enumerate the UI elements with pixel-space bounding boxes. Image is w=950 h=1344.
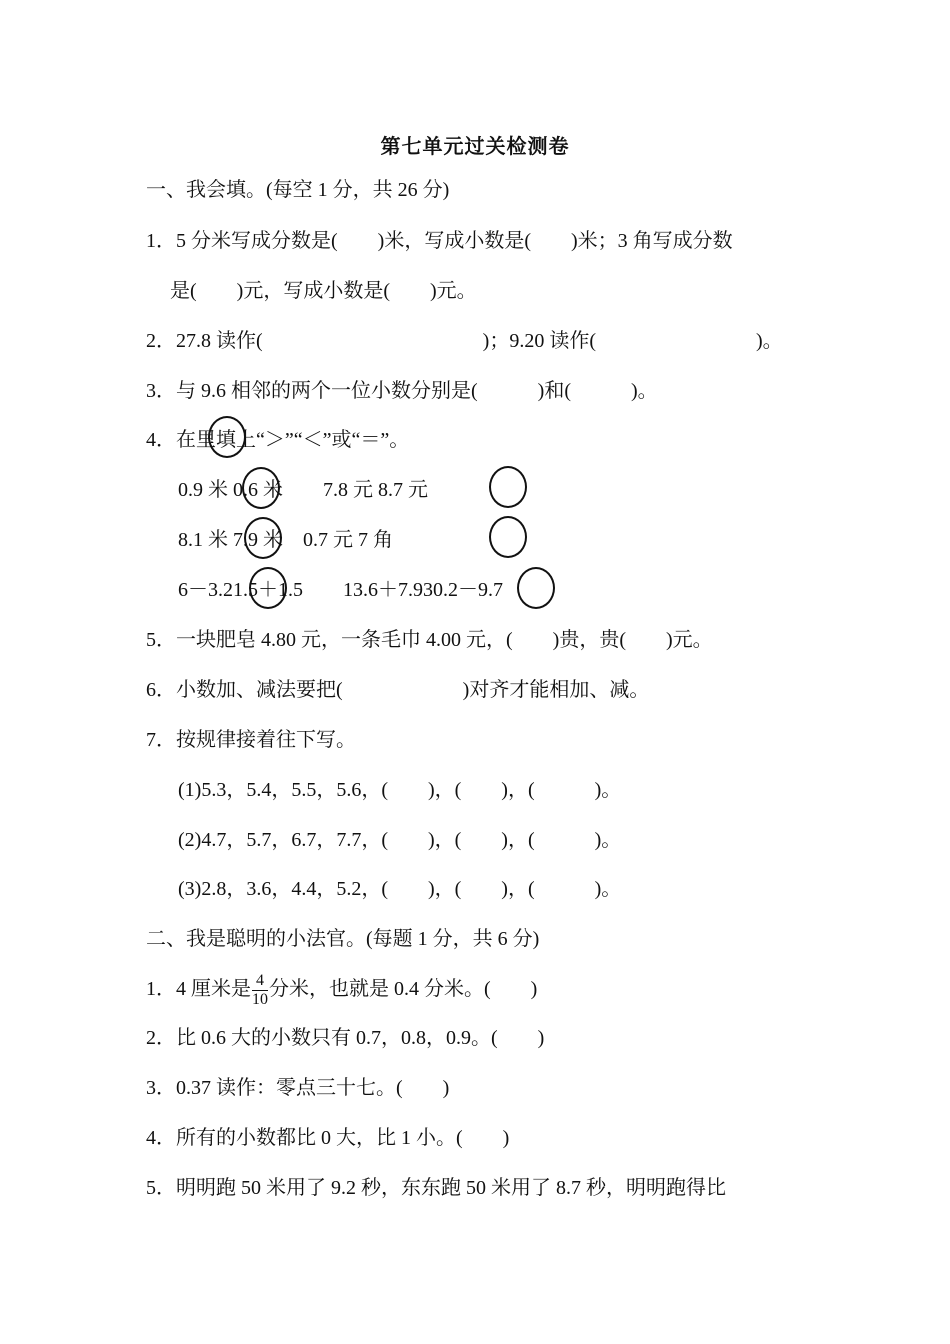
answer-circle [244,517,282,559]
question-1-7: 7．按规律接着往下写。 [146,729,356,751]
question-1-1-line1: 1．5 分米写成分数是( )米，写成小数是( )米；3 角写成分数 [146,230,733,252]
question-2-4: 4．所有的小数都比 0 大，比 1 小。( ) [146,1127,510,1149]
question-1-7-3: (3)2.8，3.6，4.4，5.2，( )，( )，( )。 [178,878,622,900]
answer-circle [517,567,555,609]
fraction [252,972,268,1009]
question-1-4-row-a: 0.9 米 0.6 米 7.8 元 8.7 元 [178,479,428,501]
question-1-7-1: (1)5.3，5.4，5.5，5.6，( )，( )，( )。 [178,779,622,801]
question-2-1-after: 分米，也就是 0.4 分米。( ) [269,978,538,1001]
answer-circle [249,567,287,609]
question-2-1 [146,972,537,1009]
question-1-4-row-c: 6－3.21.5＋1.5 13.6＋7.930.2－9.7 [178,579,503,601]
section2-heading: 二、我是聪明的小法官。(每题 1 分，共 6 分) [146,928,540,950]
question-1-4: 4．在里填上“＞”“＜”或“＝”。 [146,429,410,451]
question-2-3: 3．0.37 读作：零点三十七。( ) [146,1077,450,1099]
question-1-6: 6．小数加、减法要把( )对齐才能相加、减。 [146,679,650,701]
fraction-numerator: 4 [252,972,268,991]
answer-circle [489,516,527,558]
question-2-5: 5．明明跑 50 米用了 9.2 秒，东东跑 50 米用了 8.7 秒，明明跑得比 [146,1177,726,1199]
fraction-denominator: 10 [252,991,268,1008]
question-1-7-2: (2)4.7，5.7，6.7，7.7，( )，( )，( )。 [178,829,622,851]
question-2-2: 2．比 0.6 大的小数只有 0.7，0.8，0.9。( ) [146,1027,545,1049]
section1-heading: 一、我会填。(每空 1 分，共 26 分) [146,179,450,201]
question-1-3: 3．与 9.6 相邻的两个一位小数分别是( )和( )。 [146,380,658,402]
question-1-4-row-b: 8.1 米 7.9 米 0.7 元 7 角 [178,529,393,551]
page-title: 第七单元过关检测卷 [380,134,570,158]
question-1-5: 5．一块肥皂 4.80 元，一条毛巾 4.00 元，( )贵，贵( )元。 [146,629,713,651]
answer-circle [242,467,280,509]
question-1-2: 2．27.8 读作( )；9.20 读作( )。 [146,330,783,352]
answer-circle [208,416,246,458]
question-2-1-before: 1．4 厘米是 [146,978,251,1001]
answer-circle [489,466,527,508]
question-1-1-line2: 是( )元，写成小数是( )元。 [170,280,477,302]
